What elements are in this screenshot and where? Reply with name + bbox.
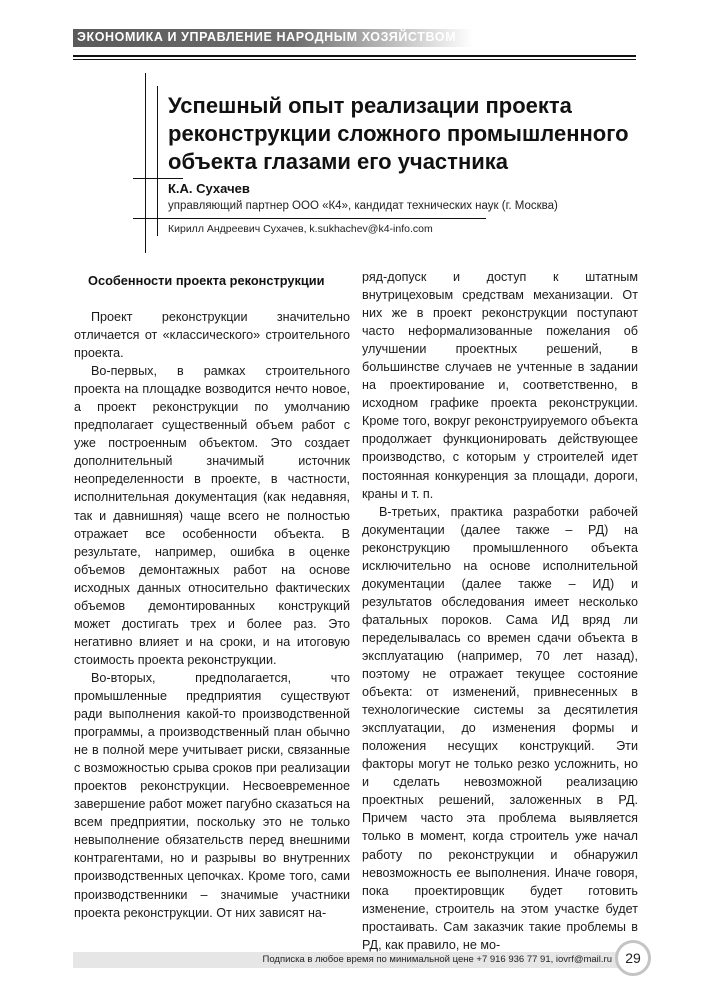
paragraph-continuation: ряд-допуск и доступ к штатным внутрицеховым средствам механизации. От них же в проект реконструкции поступают часто неформализованные пожелания об улучшении проектных решений, в большинстве случаев не учтенные в задании на проектирование и, соответственно, в исходном графике проекта реконструкции. Кроме того, вокруг реконструируемого объекта продолжает функционировать действующее производство, с которым у строителей идет постоянная конкуренция за площади, дороги, краны и т. п. — [362, 270, 638, 501]
paragraph: Во-вторых, предполагается, что промышленные предприятия существуют ради выполнения какой-то производственной программы, а производственный план обычно не в полной мере учитывает риски, связанные с возможностью срыва сроков при реализации проектов реконструкции. Несвоевременное завершение работ может пагубно сказаться на всем предприятии, поскольку это не только невыполнение обязательств перед внешними контрагентами, но и разрывы во внутренних производственных цепочках. Кроме того, сами производственники – значимые участники проекта реконструкции. От них зависят на- — [74, 670, 350, 920]
author-contact: Кирилл Андреевич Сухачев, k.sukhachev@k4-info.com — [168, 223, 433, 235]
page-number: 29 — [625, 950, 641, 966]
article-title: Успешный опыт реализации проекта реконструкции сложного промышленного объекта глазами его участника — [168, 93, 629, 174]
subscription-note: Подписка в любое время по минимальной цене +7 916 936 77 91, iovrf@mail.ru — [262, 954, 612, 965]
decorative-vertical-line — [157, 86, 158, 236]
decorative-vertical-line — [145, 73, 146, 253]
author-affiliation: управляющий партнер ООО «К4», кандидат технических наук (г. Москва) — [168, 200, 558, 212]
section-heading: Особенности проекта реконструкции — [88, 273, 325, 288]
paragraph: В-третьих, практика разработки рабочей документации (далее также – РД) на реконструкцию промышленного объекта исключительно на основе исполнительной документации (далее также – ИД) и результатов обследования имеет несколько фатальных пороков. Сама ИД вряд ли переделывалась со времен сдачи объекта в эксплуатацию (например, 70 лет назад), поэтому не отражает текущее состояние объекта: от изменений, привнесенных в технологические системы за десятилетия эксплуатации, до изменения формы и положения несущих конструкций. Эти факторы могут не только резко усложнить, но и сделать невозможной реализацию проектных решений, заложенных в РД. Причем часто эта проблема выявляется только в момент, когда строитель уже начал работу по реконструкции и обнаружил невозможность ее выполнения. Иначе говоря, пока проектировщик будет готовить изменение, строитель на этом участке будет простаивать. Сам заказчик такие проблемы в РД, как правило, не мо- — [362, 504, 638, 952]
paragraph: Во-первых, в рамках строительного проекта на площадке возводится нечто новое, а проект реконструкции по умолчанию предполагает существенный объем работ с уже построенным объектом. Это создает дополнительный значимый источник неопределенности в проекте, в частности, исполнительная документация (как недавняя, так и давнишняя) чаще всего не полностью отражает все особенности объекта. В результате, например, ошибка в оценке объемов демонтажных работ на основе исходных данных относительно фактических объемов демонтированных конструкций может достигать трех и более раз. Это негативно влияет и на сроки, и на итоговую стоимость проекта реконструкции. — [74, 364, 350, 667]
right-column — [362, 268, 638, 954]
header-rule — [73, 55, 636, 57]
section-header-bar — [73, 29, 473, 47]
decorative-horizontal-line — [133, 178, 183, 179]
left-column — [74, 272, 350, 922]
section-title: ЭКОНОМИКА И УПРАВЛЕНИЕ НАРОДНЫМ ХОЗЯЙСТВОМ — [77, 30, 457, 44]
header-rule-thin — [73, 59, 636, 60]
page-number-badge — [615, 940, 651, 976]
decorative-horizontal-line — [133, 218, 486, 219]
author-name: К.А. Сухачев — [168, 181, 250, 196]
paragraph: Проект реконструкции значительно отличается от «классического» строительного проекта. — [74, 310, 350, 361]
footer-bar — [73, 952, 618, 968]
